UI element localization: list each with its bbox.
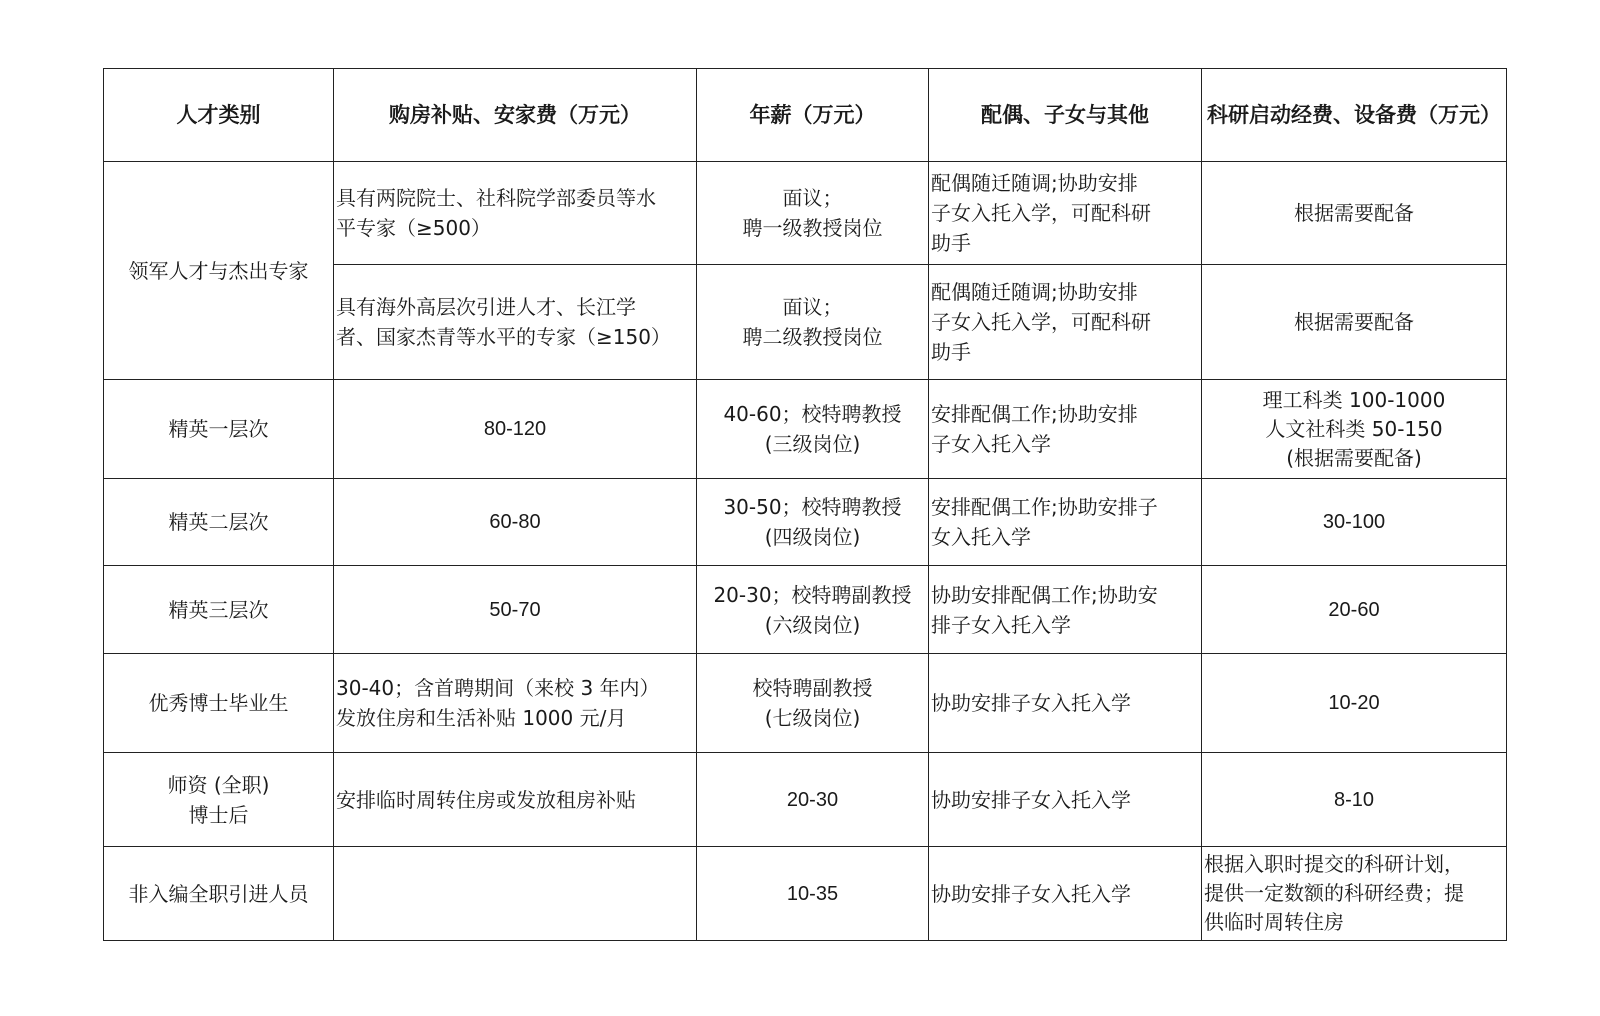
family-cell: 协助安排子女入托入学: [929, 847, 1202, 941]
talent-policy-table: [103, 68, 1507, 941]
header-row: [104, 69, 1507, 162]
housing-cell: 安排临时周转住房或发放租房补贴: [334, 753, 697, 847]
category-cell: 精英一层次: [104, 380, 334, 479]
table-row: [104, 847, 1507, 941]
category-cell: 优秀博士毕业生: [104, 654, 334, 753]
table-row: [104, 380, 1507, 479]
research-cell: 理工科类 100-1000 人文社科类 50-150 (根据需要配备): [1202, 380, 1507, 479]
research-cell: 根据需要配备: [1202, 265, 1507, 380]
header-salary: 年薪（万元）: [697, 69, 929, 162]
research-cell: 10-20: [1202, 654, 1507, 753]
salary-cell: 40-60；校特聘教授 (三级岗位): [697, 380, 929, 479]
salary-cell: 校特聘副教授 (七级岗位): [697, 654, 929, 753]
category-cell: 精英三层次: [104, 566, 334, 654]
category-cell: 师资 (全职) 博士后: [104, 753, 334, 847]
housing-cell: 具有两院院士、社科院学部委员等水 平专家（≥500）: [334, 162, 697, 265]
category-cell: 非入编全职引进人员: [104, 847, 334, 941]
salary-cell: 面议； 聘二级教授岗位: [697, 265, 929, 380]
table-row: [104, 654, 1507, 753]
header-family: 配偶、子女与其他: [929, 69, 1202, 162]
family-cell: 配偶随迁随调;协助安排 子女入托入学，可配科研 助手: [929, 162, 1202, 265]
family-cell: 协助安排配偶工作;协助安 排子女入托入学: [929, 566, 1202, 654]
family-cell: 安排配偶工作;协助安排 子女入托入学: [929, 380, 1202, 479]
salary-cell: 10-35: [697, 847, 929, 941]
salary-cell: 面议； 聘一级教授岗位: [697, 162, 929, 265]
category-cell: 精英二层次: [104, 479, 334, 566]
table-row: [104, 566, 1507, 654]
housing-cell: 具有海外高层次引进人才、长江学 者、国家杰青等水平的专家（≥150）: [334, 265, 697, 380]
header-research: 科研启动经费、设备费（万元）: [1202, 69, 1507, 162]
research-cell: 8-10: [1202, 753, 1507, 847]
housing-cell: 50-70: [334, 566, 697, 654]
salary-cell: 30-50；校特聘教授 (四级岗位): [697, 479, 929, 566]
salary-cell: 20-30: [697, 753, 929, 847]
family-cell: 协助安排子女入托入学: [929, 654, 1202, 753]
table-row: [104, 753, 1507, 847]
header-category: 人才类别: [104, 69, 334, 162]
table-row: [104, 479, 1507, 566]
housing-cell: 60-80: [334, 479, 697, 566]
research-cell: 根据需要配备: [1202, 162, 1507, 265]
table-row: [104, 162, 1507, 265]
header-housing: 购房补贴、安家费（万元）: [334, 69, 697, 162]
family-cell: 配偶随迁随调;协助安排 子女入托入学，可配科研 助手: [929, 265, 1202, 380]
housing-cell: 30-40；含首聘期间（来校 3 年内） 发放住房和生活补贴 1000 元/月: [334, 654, 697, 753]
salary-cell: 20-30；校特聘副教授 (六级岗位): [697, 566, 929, 654]
family-cell: 安排配偶工作;协助安排子 女入托入学: [929, 479, 1202, 566]
research-cell: 根据入职时提交的科研计划， 提供一定数额的科研经费；提 供临时周转住房: [1202, 847, 1507, 941]
family-cell: 协助安排子女入托入学: [929, 753, 1202, 847]
research-cell: 20-60: [1202, 566, 1507, 654]
category-cell: 领军人才与杰出专家: [104, 162, 334, 380]
housing-cell: 80-120: [334, 380, 697, 479]
housing-cell: [334, 847, 697, 941]
research-cell: 30-100: [1202, 479, 1507, 566]
